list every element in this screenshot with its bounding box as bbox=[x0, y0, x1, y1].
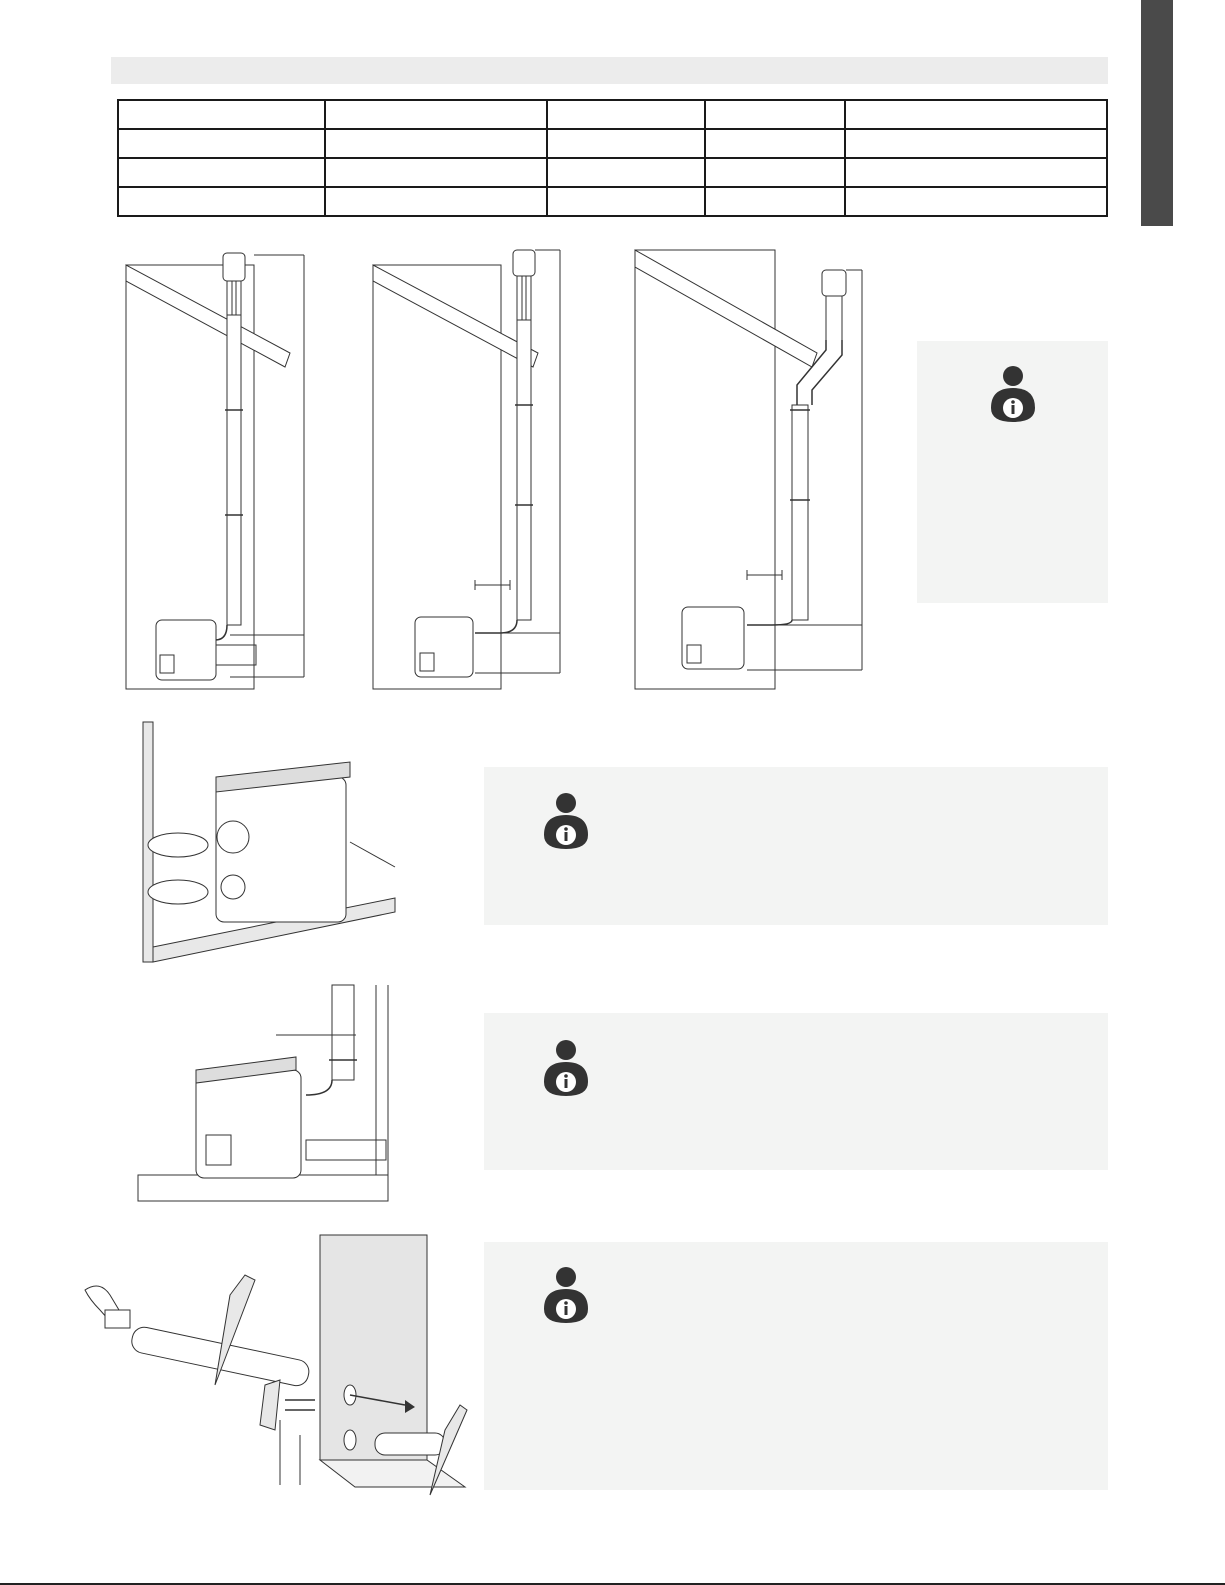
table-cell bbox=[845, 187, 1107, 216]
person-info-icon bbox=[538, 1267, 594, 1327]
table-cell bbox=[705, 158, 845, 187]
person-info-icon bbox=[538, 793, 594, 853]
table-row bbox=[118, 158, 1107, 187]
heater-side-section-illustration bbox=[136, 985, 396, 1205]
table-cell bbox=[845, 129, 1107, 158]
section-header-bar bbox=[111, 57, 1108, 84]
spec-table bbox=[117, 99, 1108, 217]
heater-isometric-illustration bbox=[140, 722, 405, 967]
table-cell bbox=[547, 158, 705, 187]
table-cell bbox=[845, 158, 1107, 187]
table-cell bbox=[118, 187, 325, 216]
note-panel-1 bbox=[917, 341, 1108, 603]
table-header-cell bbox=[325, 100, 547, 129]
table-cell bbox=[705, 129, 845, 158]
note-panel-2 bbox=[484, 767, 1108, 925]
install-diagram-offset-3 bbox=[632, 245, 882, 695]
person-info-icon bbox=[985, 366, 1041, 426]
person-info-icon bbox=[538, 1040, 594, 1100]
wall-penetration-illustration bbox=[75, 1235, 470, 1505]
section-side-tab bbox=[1141, 0, 1173, 226]
table-cell bbox=[325, 187, 547, 216]
note-panel-3 bbox=[484, 1013, 1108, 1170]
table-cell bbox=[325, 158, 547, 187]
table-header-cell bbox=[118, 100, 325, 129]
install-diagram-vertical-2 bbox=[370, 245, 570, 695]
install-diagram-vertical-1 bbox=[120, 245, 320, 695]
table-row bbox=[118, 187, 1107, 216]
table-header-cell bbox=[705, 100, 845, 129]
table-cell bbox=[547, 129, 705, 158]
table-cell bbox=[118, 158, 325, 187]
table-cell bbox=[118, 129, 325, 158]
table-header-cell bbox=[845, 100, 1107, 129]
table-cell bbox=[547, 187, 705, 216]
table-cell bbox=[705, 187, 845, 216]
note-panel-4 bbox=[484, 1242, 1108, 1490]
table-header-cell bbox=[547, 100, 705, 129]
table-header-row bbox=[118, 100, 1107, 129]
table-row bbox=[118, 129, 1107, 158]
table-cell bbox=[325, 129, 547, 158]
